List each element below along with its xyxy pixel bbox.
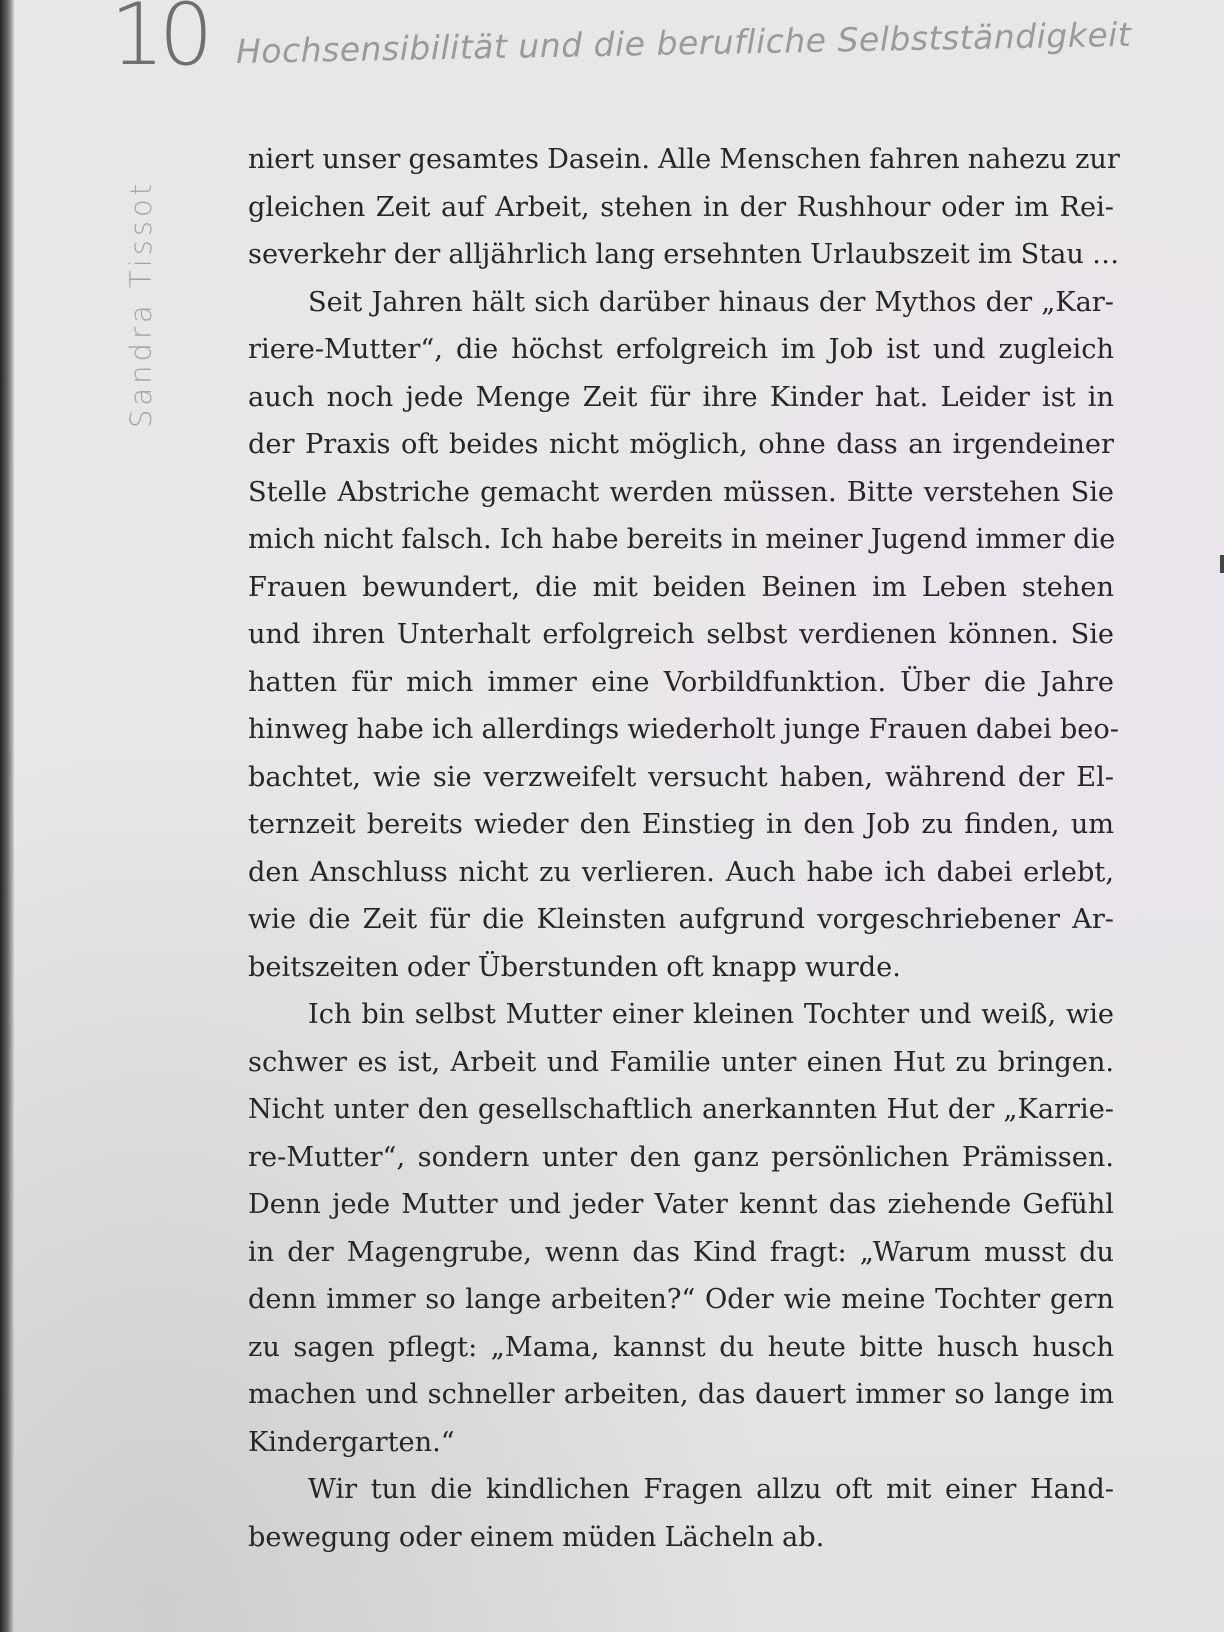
chapter-title: Hochsensibilität und die berufliche Selbstständigkeit <box>235 14 1132 71</box>
text-line: Seit Jahren hält sich darüber hinaus der Mythos der „Kar- <box>308 286 1114 318</box>
text-line: gleichen Zeit auf Arbeit, stehen in der Rushhour oder im Rei- <box>248 191 1114 223</box>
text-line: wie die Zeit für die Kleinsten aufgrund vorgeschriebener Ar- <box>248 904 1114 935</box>
device-bezel <box>0 0 14 1632</box>
text-line: zu sagen pflegt: „Mama, kannst du heute bitte husch husch <box>248 1331 1114 1363</box>
text-line: Nicht unter den gesellschaftlich anerkannten Hut der „Karrie- <box>248 1094 1114 1125</box>
text-line: hinweg habe ich allerdings wiederholt junge Frauen dabei beo- <box>248 714 1119 745</box>
text-line: riere-Mutter“, die höchst erfolgreich im Job ist und zugleich <box>248 334 1114 365</box>
text-line: den Anschluss nicht zu verlieren. Auch habe ich dabei erlebt, <box>248 856 1114 888</box>
text-line: niert unser gesamtes Dasein. Alle Menschen fahren nahezu zur <box>248 144 1120 175</box>
author-name: Sandra Tissot <box>124 179 158 428</box>
text-line: severkehr der alljährlich lang ersehnten Urlaubszeit im Stau … <box>248 239 1120 270</box>
text-line: mich nicht falsch. Ich habe bereits in meiner Jugend immer die <box>248 524 1116 555</box>
text-line: Wir tun die kindlichen Fragen allzu oft mit einer Hand- <box>308 1474 1114 1505</box>
book-page[interactable] <box>14 0 1224 1632</box>
text-line: und ihren Unterhalt erfolgreich selbst verdienen können. Sie <box>248 619 1114 650</box>
text-line: auch noch jede Menge Zeit für ihre Kinder hat. Leider ist in <box>248 381 1114 413</box>
text-line: denn immer so lange arbeiten?“ Oder wie meine Tochter gern <box>248 1284 1114 1315</box>
body-text <box>248 136 1120 1561</box>
text-line: machen und schneller arbeiten, das dauert immer so lange im <box>248 1379 1114 1410</box>
text-line: schwer es ist, Arbeit und Familie unter einen Hut zu bringen. <box>248 1046 1114 1078</box>
text-line: bewegung oder einem müden Lächeln ab. <box>248 1521 825 1553</box>
text-line: Stelle Abstriche gemacht werden müssen. Bitte verstehen Sie <box>248 476 1114 508</box>
page-edge-marker <box>1220 555 1224 573</box>
page-number: 10 <box>110 0 208 85</box>
text-line: bachtet, wie sie verzweifelt versucht haben, während der El- <box>248 761 1114 793</box>
text-line: Frauen bewundert, die mit beiden Beinen im Leben stehen <box>248 571 1114 603</box>
text-line: Kindergarten.“ <box>248 1426 455 1458</box>
text-line: beitszeiten oder Überstunden oft knapp wurde. <box>248 951 901 983</box>
text-line: in der Magengrube, wenn das Kind fragt: „Warum musst du <box>248 1236 1114 1268</box>
text-line: der Praxis oft beides nicht möglich, ohne dass an irgendeiner <box>248 429 1114 460</box>
text-line: ternzeit bereits wieder den Einstieg in den Job zu finden, um <box>248 809 1114 840</box>
text-line: hatten für mich immer eine Vorbildfunktion. Über die Jahre <box>248 666 1114 698</box>
text-line: re-Mutter“, sondern unter den ganz persönlichen Prämissen. <box>248 1141 1114 1173</box>
text-line: Denn jede Mutter und jeder Vater kennt das ziehende Gefühl <box>248 1189 1114 1220</box>
text-line: Ich bin selbst Mutter einer kleinen Tochter und weiß, wie <box>308 999 1114 1030</box>
